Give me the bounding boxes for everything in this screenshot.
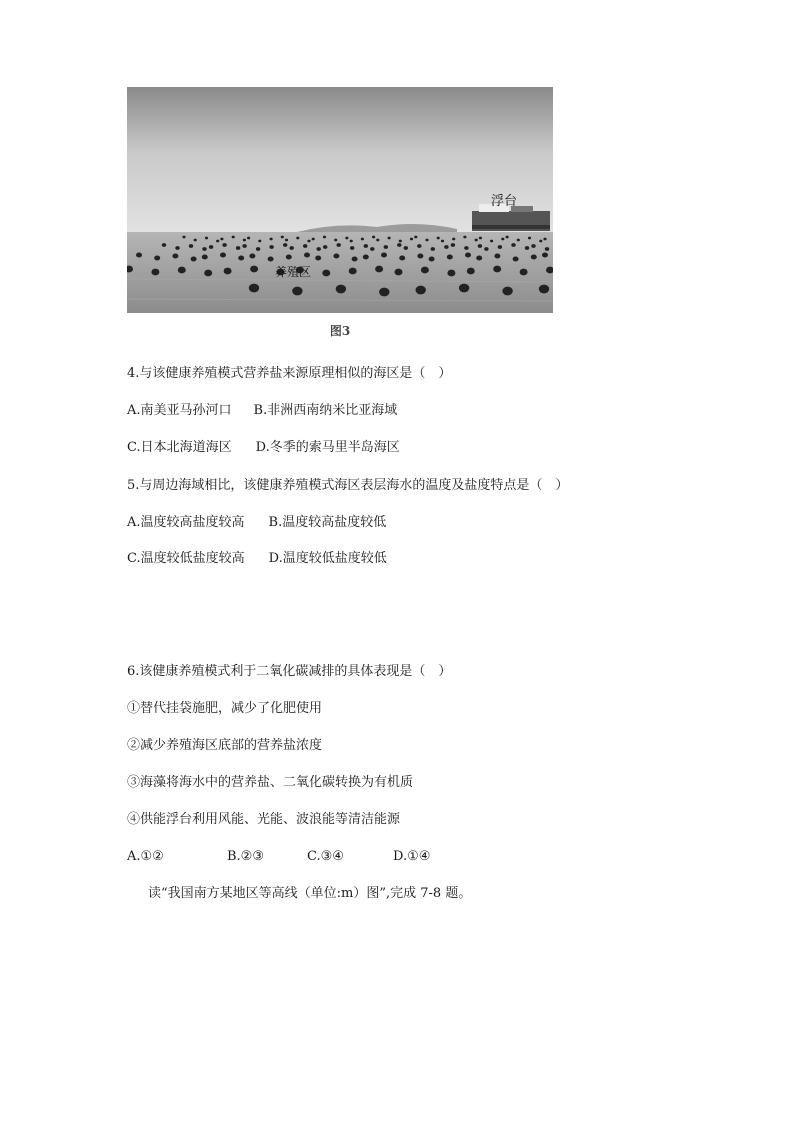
buoy — [172, 253, 178, 258]
buoy — [399, 240, 402, 243]
buoy — [379, 288, 389, 297]
buoy — [269, 245, 273, 249]
buoy — [370, 247, 374, 251]
buoy — [175, 246, 179, 250]
buoy — [202, 254, 208, 259]
buoy — [399, 255, 405, 260]
aquaculture-area-label: 养殖区 — [275, 265, 312, 279]
buoy — [224, 268, 232, 275]
buoy — [242, 244, 246, 248]
buoy — [444, 245, 448, 249]
buoy — [465, 252, 471, 257]
buoy — [323, 236, 326, 239]
q6-option-b: B.②③ — [227, 849, 264, 864]
buoy — [154, 255, 160, 260]
aquaculture-photo — [127, 87, 553, 313]
buoy — [268, 256, 274, 261]
buoy — [416, 286, 426, 295]
buoy — [286, 254, 292, 259]
buoy — [525, 246, 529, 250]
buoy — [182, 236, 185, 239]
q6-item-4: ④供能浮台利用风能、光能、波浪能等清洁能源 — [127, 812, 401, 827]
buoy — [539, 285, 549, 294]
buoy — [375, 266, 383, 273]
buoy — [352, 256, 358, 261]
buoy — [441, 240, 444, 243]
buoy — [452, 238, 455, 241]
buoy — [189, 244, 193, 248]
q6-item-2: ②减少养殖海区底部的营养盐浓度 — [127, 738, 323, 753]
buoy — [334, 239, 337, 242]
buoy — [270, 238, 273, 241]
buoy — [395, 269, 403, 276]
buoy — [162, 243, 166, 247]
buoy — [204, 270, 212, 277]
buoy — [545, 247, 549, 251]
buoy — [290, 246, 294, 250]
buoy — [478, 244, 482, 248]
buoy — [437, 237, 440, 240]
buoy — [410, 238, 413, 241]
buoy — [238, 255, 244, 260]
buoy — [431, 247, 435, 251]
q6-item-1: ①替代挂袋施肥，减少了化肥使用 — [127, 701, 323, 716]
q6-option-c: C.③④ — [307, 849, 344, 864]
buoy — [417, 253, 423, 258]
buoy — [498, 245, 502, 249]
buoy — [417, 244, 421, 248]
buoy — [249, 253, 255, 258]
buoy — [384, 245, 388, 249]
buoy — [317, 247, 321, 251]
buoy — [303, 244, 307, 248]
buoy — [361, 238, 364, 241]
q4-stem: 4.与该健康养殖模式营养盐来源原理相似的海区是（ ） — [127, 366, 452, 381]
buoy — [475, 239, 478, 242]
buoy — [531, 244, 535, 248]
buoy — [191, 256, 197, 261]
buoy — [490, 240, 493, 243]
buoy — [307, 240, 310, 243]
buoy — [285, 239, 288, 242]
buoy — [345, 237, 348, 240]
buoy — [178, 267, 186, 274]
buoy — [511, 243, 515, 247]
q6-option-d: D.①④ — [393, 849, 431, 864]
buoy — [250, 266, 258, 273]
floating-platform-label: 浮台 — [491, 194, 518, 209]
buoy — [243, 239, 246, 242]
q5-option-a: A.温度较高盐度较高 — [127, 515, 245, 530]
buoy — [247, 237, 250, 240]
buoy — [476, 255, 482, 260]
buoy — [397, 243, 401, 247]
buoy — [531, 254, 537, 259]
buoy — [528, 237, 531, 240]
buoy — [501, 238, 504, 241]
buoy — [333, 253, 339, 258]
q5-stem: 5.与周边海域相比，该健康养殖模式海区表层海水的温度及盐度特点是（ ） — [127, 478, 569, 493]
buoy — [205, 237, 208, 240]
buoy — [292, 287, 302, 296]
buoy — [372, 236, 375, 239]
buoy — [216, 240, 219, 243]
buoy — [232, 236, 235, 239]
buoy — [258, 240, 261, 243]
buoy — [283, 243, 287, 247]
buoy — [336, 285, 346, 294]
q6-option-a: A.①② — [127, 849, 164, 864]
aquaculture-photo-graphic — [127, 87, 553, 313]
buoy — [467, 268, 475, 275]
q5-option-c: C.温度较低盐度较高 — [127, 551, 245, 566]
buoy — [202, 247, 206, 251]
buoy — [513, 256, 519, 261]
buoy — [479, 237, 482, 240]
buoy — [451, 243, 455, 247]
buoy — [312, 238, 315, 241]
buoy — [281, 236, 284, 239]
buoy — [136, 252, 142, 257]
buoy — [304, 252, 310, 257]
buoy — [220, 238, 223, 241]
buoy — [151, 269, 159, 276]
buoy — [429, 256, 435, 261]
q4-option-a: A.南美亚马孙河口 — [127, 403, 232, 418]
figure-caption: 图3 — [329, 324, 351, 338]
buoy — [220, 252, 226, 257]
q6-stem: 6.该健康养殖模式利于二氧化碳减排的具体表现是（ ） — [127, 664, 452, 679]
buoy — [464, 246, 468, 250]
q4-option-b: B.非洲西南纳米比亚海域 — [253, 403, 398, 418]
buoy — [388, 237, 391, 240]
buoy — [459, 284, 469, 293]
buoy — [404, 246, 408, 250]
buoy — [494, 253, 500, 258]
buoy — [296, 237, 299, 240]
buoy — [194, 239, 197, 242]
buoy — [425, 239, 428, 242]
buoy — [222, 243, 226, 247]
buoy — [502, 287, 512, 296]
q5-option-b: B.温度较高盐度较低 — [268, 515, 387, 530]
buoy — [421, 267, 429, 274]
buoy — [315, 255, 321, 260]
buoy — [349, 268, 357, 275]
buoy — [463, 236, 466, 239]
buoy — [363, 254, 369, 259]
buoy — [447, 270, 455, 277]
buoy — [322, 270, 330, 277]
buoy — [493, 266, 501, 273]
buoy — [323, 245, 327, 249]
buoy — [236, 246, 240, 250]
buoy — [543, 238, 546, 241]
q5-option-d: D.温度较低盐度较低 — [268, 551, 387, 566]
buoy — [414, 236, 417, 239]
buoy — [350, 240, 353, 243]
q4-options-row-2 — [127, 439, 400, 457]
buoy — [350, 246, 354, 250]
buoy — [364, 244, 368, 248]
q6-options-row — [127, 848, 430, 866]
q5-options-row-2 — [127, 550, 387, 568]
q4-option-c: C.日本北海道海区 — [127, 440, 232, 455]
buoy — [209, 245, 213, 249]
buoy — [376, 239, 379, 242]
buoy — [249, 284, 259, 293]
buoy — [381, 252, 387, 257]
q6-item-3: ③海藻将海水中的营养盐、二氧化碳转换为有机质 — [127, 775, 414, 790]
buoy — [517, 239, 520, 242]
buoy — [447, 254, 453, 259]
q5-options-row-1 — [127, 514, 386, 532]
intro-questions-7-8: 读“我国南方某地区等高线（单位:m）图”,完成 7-8 题。 — [148, 886, 472, 901]
buoy — [484, 247, 488, 251]
buoy — [542, 252, 548, 257]
q4-options-row-1 — [127, 402, 397, 420]
buoy — [539, 240, 542, 243]
buoy — [337, 243, 341, 247]
buoy — [520, 269, 528, 276]
buoy — [256, 247, 260, 251]
buoy — [506, 236, 509, 239]
q4-option-d: D.冬季的索马里半岛海区 — [255, 440, 400, 455]
